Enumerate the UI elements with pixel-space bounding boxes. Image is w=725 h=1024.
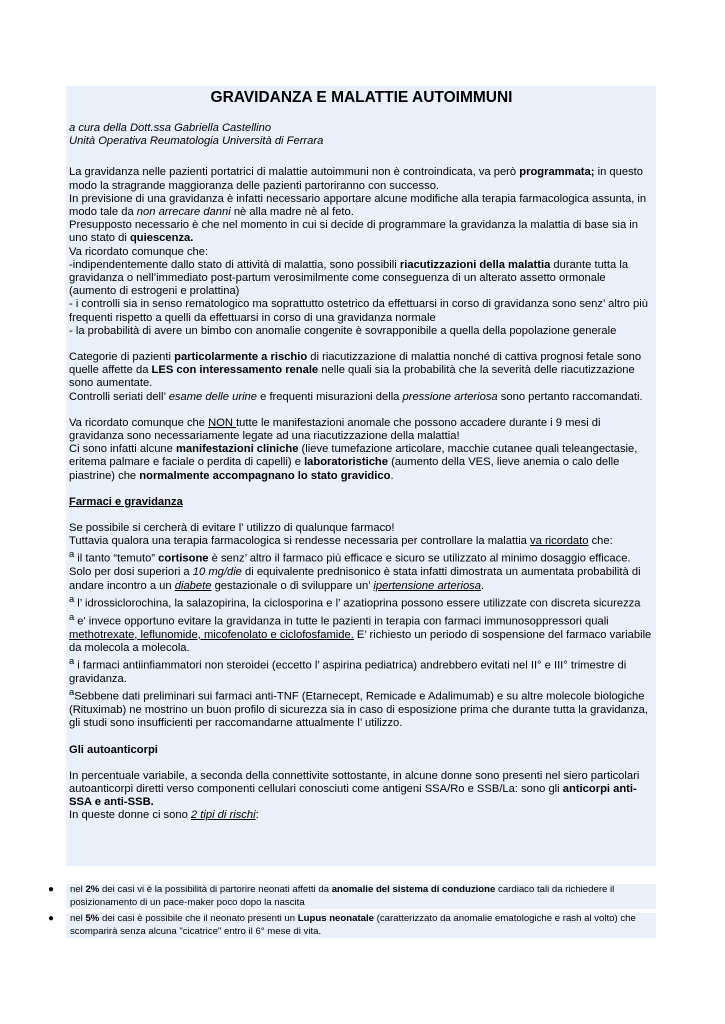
document-body xyxy=(69,86,654,823)
paragraph-autoantibodies: In percentuale variabile, a seconda della connettivite sottostante, in alcune donne sono presenti nel siero particolari autoanticorpi diretti verso componenti cellulari conosciuti come antigeni SSA/Ro e SSB/La: sono gli anticorpi anti-SSA e anti-SSB. xyxy=(69,769,640,809)
paragraph-cortisone: $^a$ il tanto “temuto” cortisone è senz’ altro il farmaco più efficace e sicuro se utilizzato al minimo dosaggio efficace. Solo per dosi superiori a 10 mg/die di equivalente prednisonico è stata infatti dimostrata un aumentata probabilità di andare incontro a un diabete gestazionale o di sviluppare un’ ipertensione arteriosa. xyxy=(69,549,641,592)
paragraph-remember: Va ricordato comunque che: xyxy=(69,245,209,258)
paragraph-immunosuppressants: $^a$ e' invece opportuno evitare la gravidanza in tutte le pazienti in terapia con farmaci immunosoppressori quali methotrexate, leflunomide, micofenolato e ciclofosfamide. E’ richiesto un periodo di sospensione del farmaco variabile da molecola a molecola. xyxy=(69,611,652,654)
paragraph-avoid-drugs: Se possibile si cercherà di evitare l' utilizzo di qualunque farmaco! xyxy=(69,522,395,535)
paragraph-anomalies: - la probabilità di avere un bimbo con anomalie congenite è sovrapponibile a quella della popolazione generale xyxy=(69,324,617,337)
paragraph-therapy: In previsione di una gravidanza è infatti necessario apportare alcune modifiche alla terapia farmacologica assunta, in modo tale da non arrecare danni nè alla madre nè al feto. xyxy=(69,192,647,219)
paragraph-not-all: Va ricordato comunque che NON tutte le manifestazioni anomale che possono accadere durante i 9 mesi di gravidanza sono necessariamente legate ad una riacutizzazione della malattia! xyxy=(69,416,601,443)
paragraph-flare-risk: -indipendentemente dallo stato di attività di malattia, sono possibili riacutizzazioni della malattia durante tutta la gravidanza o nell’immediato post-partum verosimilmente come conseguenza di un alterato assetto ormonale (aumento di estrogeni e prolattina) xyxy=(69,258,629,298)
section-heading-drugs: Farmaci e gravidanza xyxy=(69,495,183,508)
section-heading-autoantibodies: Gli autoanticorpi xyxy=(69,743,158,756)
paragraph-quiescence: Presupposto necessario è che nel momento in cui si decide di programmare la gravidanza la malattia di base sia in uno stato di quiescenza. xyxy=(69,219,639,245)
paragraph-anti-tnf: $^a$Sebbene dati preliminari sui farmaci anti-TNF (Etarnecept, Remicade e Adalimumab) e su altre molecole biologiche (Rituximab) ne mostrino un buon profilo di sicurezza sia in caso di esposizione prima che durante tutta la gravidanza, gli studi sono insufficienti per raccomandarne attualmente l’ utilizzo. xyxy=(69,687,648,730)
paragraph-clinical-manifestations: Ci sono infatti alcune manifestazioni cliniche (lieve tumefazione articolare, macchie cutanee quali teleangectasie, eritema palmare e faciale o perdita di capelli) e laboratoristiche (aumento della VES, lieve anemia o calo delle piastrine) che normalmente accompagnano lo stato gravidico. xyxy=(69,443,638,482)
author-affiliation: Unità Operativa Reumatologia Università di Ferrara xyxy=(69,135,324,148)
paragraph-serial-controls: Controlli seriati dell’ esame delle urine e frequenti misurazioni della pressione arteriosa sono pertanto raccomandati. xyxy=(69,390,643,403)
bullet-item-conduction: ● nel 2% dei casi vi è la possibilità di partorire neonati affetti da anomalie del sistema di conduzione cardiaco tali da richiedere il posizionamento di un pace-maker poco dopo la nascita xyxy=(66,884,656,909)
paragraph-however: Tuttavia qualora una terapia farmacologica si rendesse necessaria per controllare la malattia va ricordato che: xyxy=(69,535,613,548)
document-title: GRAVIDANZA E MALATTIE AUTOIMMUNI xyxy=(210,89,513,106)
author-line: a cura della Dott.ssa Gabriella Castellino xyxy=(69,122,272,134)
paragraph-programming: La gravidanza nelle pazienti portatrici di malattie autoimmuni non è controindicata, va però programmata; in questo modo la stragrande maggioranza delle pazienti partoriranno con successo. xyxy=(69,166,643,192)
bullet-item-neonatal-lupus: ● nel 5% dei casi è possibile che il neonato presenti un Lupus neonatale (caratterizzato da anomalie ematologiche e rash al volto) che scomparirà senza alcuna "cicatrice" entro il 6° mese di vita. xyxy=(66,913,656,938)
paragraph-risks: In queste donne ci sono 2 tipi di rischi: xyxy=(69,809,259,822)
paragraph-safe-drugs: $^a$ l’ idrossiclorochina, la salazopirina, la ciclosporina e l’ azatioprina possono essere utilizzate con discreta sicurezza xyxy=(69,593,641,610)
bullet-dot-icon: ● xyxy=(48,913,55,924)
paragraph-nsaids: $^a$ i farmaci antiinfiammatori non steroidei (eccetto l’ aspirina pediatrica) andrebbero evitati nel II° e III° trimestre di gravidanza. xyxy=(69,656,627,686)
bullet-dot-icon: ● xyxy=(48,884,55,895)
paragraph-controls: - i controlli sia in senso rematologico ma soprattutto ostetrico da effettuarsi in corso di gravidanza sono senz’ altro più frequenti rispetto a quelli da effettuarsi in corso di una gravidanza normale xyxy=(69,298,648,324)
paragraph-risk-categories: Categorie di pazienti particolarmente a rischio di riacutizzazione di malattia nonché di cattiva prognosi fetale sono quelle affette da LES con interessamento renale nelle quali sia la probabilità che la severità delle riacutizzazione sono aumentate. xyxy=(69,351,642,390)
